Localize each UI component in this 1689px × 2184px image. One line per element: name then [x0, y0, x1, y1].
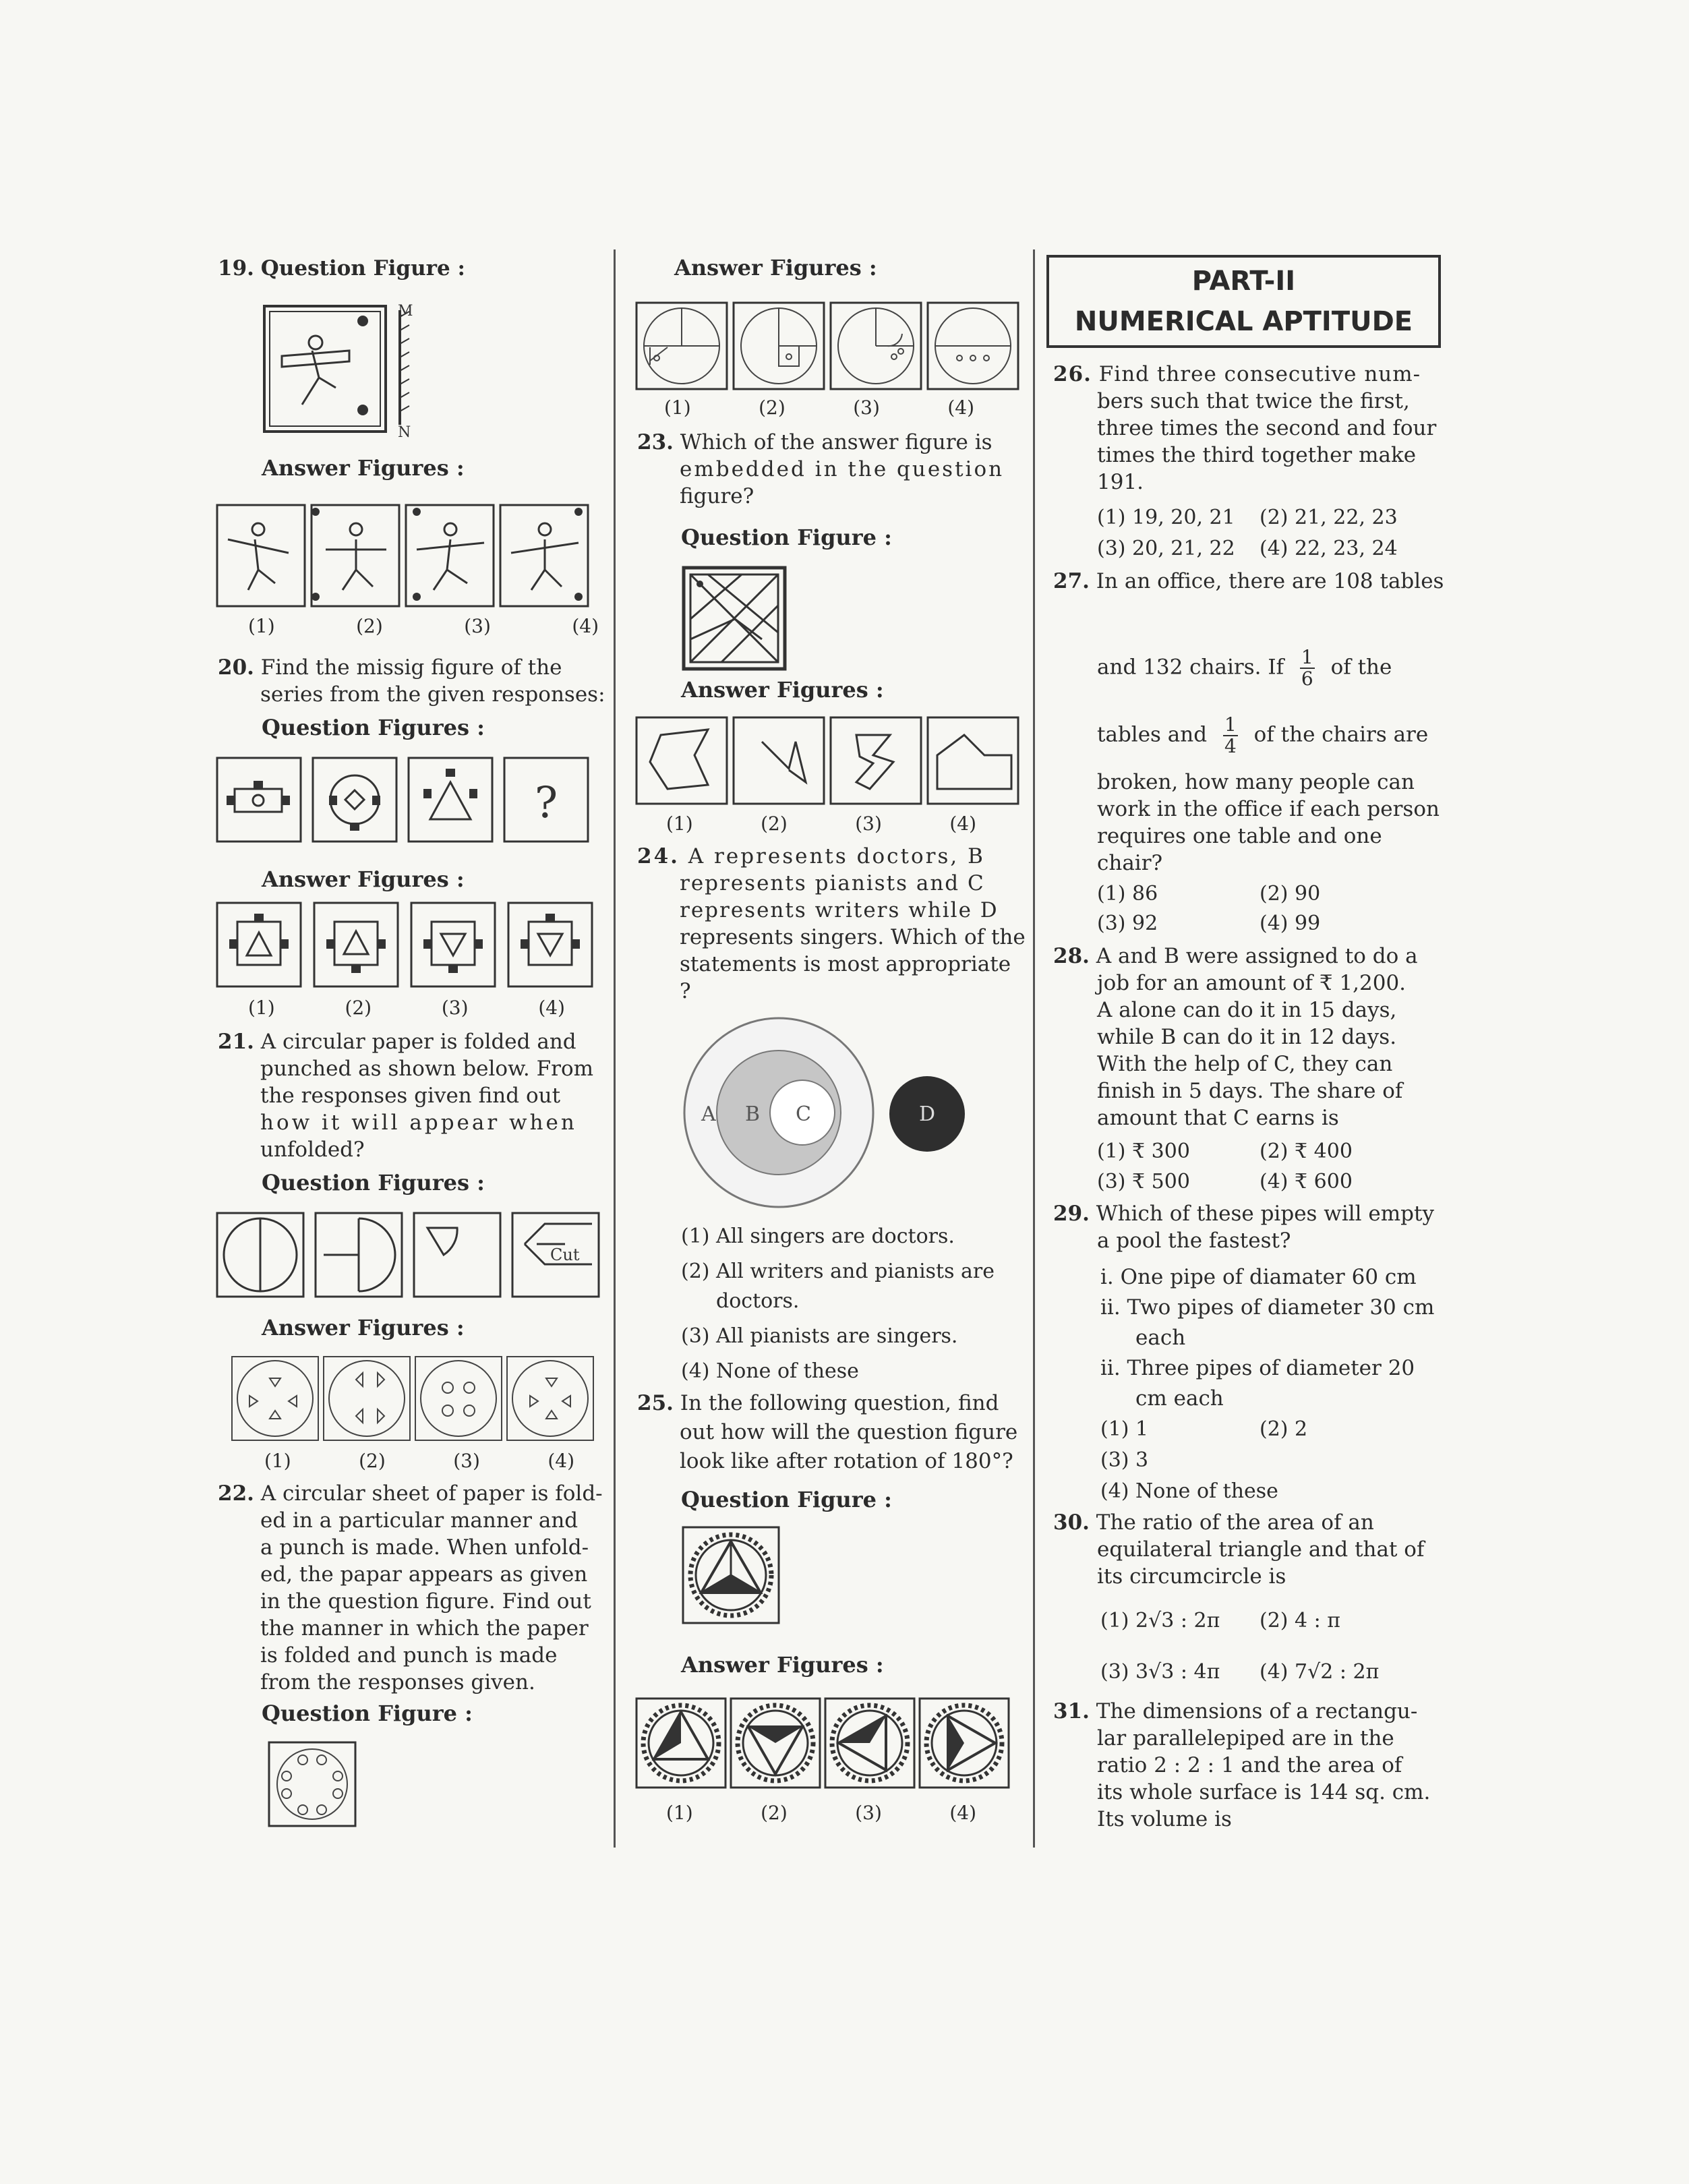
q26-option-3[interactable]: (3) 20, 21, 22 [1097, 537, 1235, 560]
q21-label-1: (1) [264, 1450, 291, 1472]
q19-option-labels [248, 615, 599, 637]
q30-option-1[interactable]: (1) 2√3 : 2π [1100, 1609, 1220, 1632]
question-23-answer-figures [634, 715, 1025, 806]
q29-item-1: i. One pipe of diamater 60 cm [1100, 1265, 1417, 1289]
q24-option-3[interactable]: (3) All pianists are singers. [681, 1324, 958, 1348]
fraction-one-sixth: $\frac{1}{6}$ [1301, 646, 1313, 690]
question-20-text: 20. Find the missig figure of the series from the given responses: [218, 655, 605, 707]
q25-label-2: (2) [761, 1802, 788, 1824]
q22-label-3: (3) [853, 396, 880, 419]
q19-label-2: (2) [356, 615, 383, 637]
column-divider-2 [1033, 249, 1035, 1848]
q23-label-4: (4) [949, 813, 976, 835]
q27-option-2[interactable]: (2) 90 [1260, 882, 1321, 906]
q25-option-labels [666, 1802, 976, 1824]
q27-option-1[interactable]: (1) 86 [1097, 882, 1158, 906]
question-20-answer-figures [214, 900, 605, 991]
q20-label-3: (3) [441, 997, 469, 1019]
q29-item-2: ii. Two pipes of diameter 30 cm [1100, 1295, 1435, 1320]
fraction-one-fourth: $\frac{1}{4}$ [1224, 713, 1237, 757]
question-22-figure [266, 1740, 361, 1831]
q29-option-2[interactable]: (2) 2 [1260, 1417, 1308, 1441]
q23-label-1: (1) [666, 813, 693, 835]
q25-label-4: (4) [949, 1802, 976, 1824]
question-30-text: 30. The ratio of the area of an equilateral triangle and that of its circumcircle is [1053, 1510, 1425, 1589]
q28-option-3[interactable]: (3) ₹ 500 [1097, 1170, 1190, 1193]
question-20-figures [214, 755, 605, 846]
question-22-text: 22. A circular sheet of paper is fold- ed in a particular manner and a punch is made. When unfold- ed, the papar appears as given in the question figure. Find out the manner in which the paper is folded and punch is made from the responses given. [218, 1481, 603, 1694]
question-23-question-heading: Question Figure : [681, 525, 892, 550]
question-24-options [681, 1219, 1025, 1389]
q23-label-3: (3) [855, 813, 882, 835]
q27-option-4[interactable]: (4) 99 [1260, 912, 1321, 935]
q22-label-2: (2) [759, 396, 786, 419]
q29-item-2-cont: each [1135, 1326, 1186, 1350]
q28-option-4[interactable]: (4) ₹ 600 [1260, 1170, 1353, 1193]
question-20-question-heading: Question Figures : [262, 715, 485, 740]
q25-label-1: (1) [666, 1802, 693, 1824]
question-26-text: 26. Find three consecutive num- bers such that twice the first, three times the second and four times the third together make 191. [1053, 362, 1437, 494]
question-19-heading: 19. Question Figure : [218, 256, 465, 281]
q26-option-1[interactable]: (1) 19, 20, 21 [1097, 506, 1235, 529]
cut-label: Cut [550, 1245, 580, 1264]
venn-diagram [681, 1011, 991, 1214]
q19-label-4: (4) [572, 615, 599, 637]
question-23-figure [681, 565, 789, 673]
part-subtitle: NUMERICAL APTITUDE [1074, 306, 1413, 337]
question-27-line3: tables and $\frac{1}{4}$ of the chairs are [1097, 713, 1429, 757]
q23-option-labels [666, 813, 976, 835]
q19-label-3: (3) [464, 615, 491, 637]
question-19-answer-figures [214, 502, 599, 613]
question-25-question-heading: Question Figure : [681, 1487, 892, 1512]
venn-label-c: C [796, 1102, 811, 1126]
q28-option-2[interactable]: (2) ₹ 400 [1260, 1140, 1353, 1163]
venn-label-a: A [701, 1102, 716, 1126]
missing-figure-mark: ? [534, 778, 558, 828]
question-27-line4: broken, how many people can work in the office if each person requires one table and one chair? [1097, 770, 1440, 875]
question-21-question-heading: Question Figures : [262, 1170, 485, 1196]
q27-option-3[interactable]: (3) 92 [1097, 912, 1158, 935]
q29-option-3[interactable]: (3) 3 [1100, 1448, 1149, 1472]
q25-label-3: (3) [855, 1802, 882, 1824]
question-25-text: 25. In the following question, find out how will the question figure look like after rotation of 180°? [637, 1391, 1018, 1473]
q29-option-1[interactable]: (1) 1 [1100, 1417, 1149, 1441]
q29-option-4[interactable]: (4) None of these [1100, 1479, 1278, 1503]
question-29-items [1100, 1262, 1451, 1414]
question-23-answer-heading: Answer Figures : [681, 677, 884, 703]
venn-label-d: D [919, 1102, 936, 1126]
question-19-figure [262, 303, 423, 438]
q23-label-2: (2) [761, 813, 788, 835]
q26-option-2[interactable]: (2) 21, 22, 23 [1260, 506, 1398, 529]
q20-option-labels [248, 997, 565, 1019]
q26-option-4[interactable]: (4) 22, 23, 24 [1260, 537, 1398, 560]
q30-option-4[interactable]: (4) 7√2 : 2π [1260, 1660, 1380, 1684]
part-title: PART-II [1191, 266, 1296, 297]
question-20-answer-heading: Answer Figures : [262, 866, 465, 892]
q28-option-1[interactable]: (1) ₹ 300 [1097, 1140, 1190, 1163]
q30-option-2[interactable]: (2) 4 : π [1260, 1609, 1341, 1632]
question-19-answer-heading: Answer Figures : [262, 455, 465, 481]
q22-label-1: (1) [664, 396, 691, 419]
q22-option-labels [664, 396, 974, 419]
q20-label-1: (1) [248, 997, 275, 1019]
q24-option-4[interactable]: (4) None of these [681, 1359, 859, 1383]
question-22-answer-figures [634, 300, 1025, 391]
question-22-question-heading: Question Figure : [262, 1701, 473, 1726]
column-divider-1 [614, 249, 616, 1848]
q21-label-4: (4) [547, 1450, 574, 1472]
question-23-text: 23. Which of the answer figure is embedded in the question figure? [637, 430, 1005, 508]
q20-label-2: (2) [345, 997, 372, 1019]
q24-option-2[interactable]: (2) All writers and pianists are [681, 1260, 995, 1283]
q29-item-3: ii. Three pipes of diameter 20 [1100, 1356, 1415, 1380]
q20-label-4: (4) [538, 997, 565, 1019]
q30-option-3[interactable]: (3) 3√3 : 4π [1100, 1660, 1220, 1684]
q29-item-3-cont: cm each [1135, 1386, 1224, 1411]
q21-label-3: (3) [453, 1450, 480, 1472]
q19-label-1: (1) [248, 615, 275, 637]
venn-label-b: B [745, 1102, 761, 1126]
question-28-text: 28. A and B were assigned to do a job for an amount of ₹ 1,200. A alone can do it in 15 days, while B can do it in 12 days. With the help of C, they can finish in 5 days. The share of amount that C earns is [1053, 944, 1418, 1130]
question-21-text: 21. A circular paper is folded and punched as shown below. From the responses given find out how it will appear when unfolded? [218, 1030, 594, 1162]
question-24-text: 24. A represents doctors, B represents pianists and C represents writers while D represents singers. Which of the statements is most appropriate ? [637, 844, 1026, 1003]
question-25-figure [681, 1525, 782, 1626]
question-29-text: 29. Which of these pipes will empty a pool the fastest? [1053, 1202, 1434, 1253]
question-27-line2: and 132 chairs. If $\frac{1}{6}$ of the [1097, 646, 1392, 690]
question-22-answer-heading: Answer Figures : [674, 255, 877, 281]
q21-label-2: (2) [359, 1450, 386, 1472]
question-31-text: 31. The dimensions of a rectangu- lar parallelepiped are in the ratio 2 : 2 : 1 and the area of its whole surface is 144 sq. cm. Its volume is [1053, 1699, 1431, 1831]
question-21-answer-figures [229, 1354, 607, 1445]
mirror-m-label: M [398, 303, 413, 320]
q24-option-2-cont: doctors. [716, 1289, 800, 1313]
part-header-box [1046, 255, 1441, 348]
q21-option-labels [264, 1450, 574, 1472]
q24-option-1[interactable]: (1) All singers are doctors. [681, 1224, 955, 1248]
question-25-answer-heading: Answer Figures : [681, 1652, 884, 1678]
question-25-answer-figures [634, 1696, 1025, 1790]
mirror-n-label: N [398, 424, 411, 438]
q22-label-4: (4) [947, 396, 974, 419]
question-21-answer-heading: Answer Figures : [262, 1315, 465, 1340]
question-27-text: 27. In an office, there are 108 tables [1053, 569, 1444, 593]
question-21-figures [214, 1210, 605, 1301]
